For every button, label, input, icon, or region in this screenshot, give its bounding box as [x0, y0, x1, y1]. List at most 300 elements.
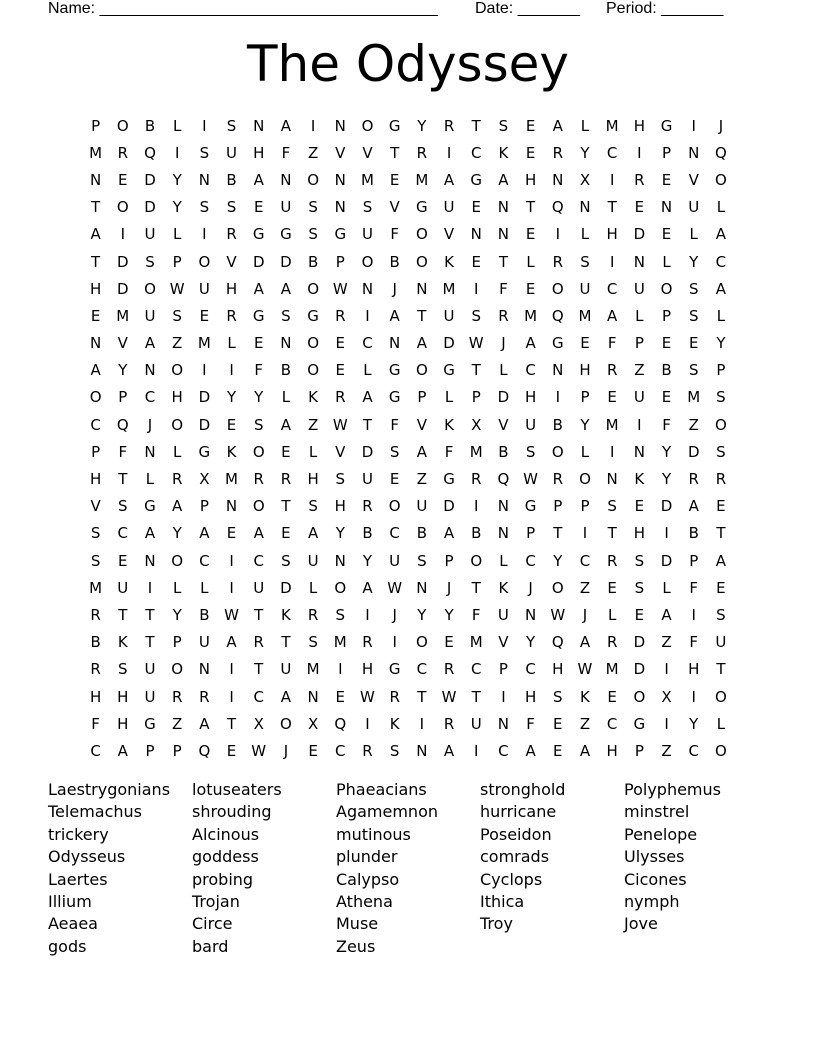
grid-letter[interactable]: F [254, 361, 264, 380]
grid-letter[interactable]: O [116, 198, 129, 217]
grid-letter[interactable]: T [145, 633, 155, 652]
grid-letter[interactable]: O [633, 687, 646, 706]
grid-letter[interactable]: T [498, 252, 508, 271]
grid-letter[interactable]: I [365, 306, 370, 325]
grid-letter[interactable]: U [144, 687, 156, 706]
grid-letter[interactable]: N [225, 497, 238, 516]
grid-letter[interactable]: A [498, 170, 509, 189]
grid-letter[interactable]: S [90, 524, 101, 543]
grid-letter[interactable]: D [633, 225, 646, 244]
grid-letter[interactable]: A [144, 334, 156, 353]
grid-letter[interactable]: C [470, 660, 482, 679]
grid-letter[interactable]: H [225, 279, 238, 298]
grid-letter[interactable]: E [607, 687, 617, 706]
grid-letter[interactable]: K [498, 143, 509, 162]
grid-letter[interactable]: T [281, 497, 291, 516]
grid-letter[interactable]: N [89, 334, 102, 353]
grid-letter[interactable]: O [715, 687, 727, 706]
grid-letter[interactable]: H [253, 143, 265, 162]
grid-letter[interactable]: E [716, 578, 726, 597]
grid-letter[interactable]: D [144, 170, 156, 189]
grid-letter[interactable]: B [389, 252, 400, 271]
grid-letter[interactable]: C [606, 714, 618, 733]
grid-letter[interactable]: H [171, 388, 183, 407]
grid-letter[interactable]: T [118, 605, 128, 624]
grid-letter[interactable]: M [89, 143, 103, 162]
grid-letter[interactable]: E [226, 524, 237, 543]
grid-letter[interactable]: B [552, 415, 563, 434]
grid-letter[interactable]: T [471, 687, 481, 706]
grid-letter[interactable]: P [199, 497, 209, 516]
grid-letter[interactable]: G [334, 225, 347, 244]
grid-letter[interactable]: P [716, 361, 726, 380]
grid-letter[interactable]: M [197, 334, 211, 353]
grid-letter[interactable]: X [579, 170, 591, 189]
grid-letter[interactable]: G [443, 361, 455, 380]
grid-letter[interactable]: C [199, 551, 210, 570]
grid-letter[interactable]: S [688, 306, 699, 325]
grid-letter[interactable]: P [634, 334, 644, 353]
grid-letter[interactable]: O [415, 633, 428, 652]
grid-letter[interactable]: S [471, 306, 481, 325]
grid-letter[interactable]: A [199, 524, 210, 543]
grid-letter[interactable]: G [443, 470, 455, 489]
grid-letter[interactable]: P [662, 306, 672, 325]
grid-letter[interactable]: N [389, 334, 401, 353]
period-field[interactable]: Period: _______ [606, 0, 724, 17]
grid-letter[interactable]: S [308, 198, 318, 217]
grid-letter[interactable]: Q [116, 415, 129, 434]
grid-letter[interactable]: D [660, 551, 673, 570]
grid-letter[interactable]: A [579, 633, 591, 652]
grid-letter[interactable]: Y [417, 116, 427, 135]
grid-letter[interactable]: B [498, 442, 509, 461]
grid-letter[interactable]: P [118, 388, 128, 407]
grid-letter[interactable]: R [362, 633, 373, 652]
grid-letter[interactable]: D [198, 388, 211, 407]
grid-letter[interactable]: G [280, 225, 292, 244]
grid-letter[interactable]: T [526, 198, 536, 217]
grid-letter[interactable]: R [280, 470, 292, 489]
grid-letter[interactable]: E [444, 633, 454, 652]
grid-letter[interactable]: R [117, 143, 128, 162]
grid-letter[interactable]: G [144, 714, 156, 733]
grid-letter[interactable]: E [525, 279, 536, 298]
grid-letter[interactable]: O [579, 470, 591, 489]
grid-letter[interactable]: M [415, 170, 429, 189]
grid-letter[interactable]: Q [715, 143, 727, 162]
grid-letter[interactable]: D [117, 279, 129, 298]
grid-letter[interactable]: Y [661, 442, 672, 461]
grid-letter[interactable]: G [144, 497, 156, 516]
grid-letter[interactable]: F [118, 442, 128, 461]
grid-letter[interactable]: Y [661, 470, 672, 489]
grid-letter[interactable]: P [417, 388, 427, 407]
grid-letter[interactable]: A [253, 170, 264, 189]
grid-letter[interactable]: M [225, 470, 238, 489]
grid-letter[interactable]: L [716, 714, 726, 733]
grid-letter[interactable]: S [226, 116, 237, 135]
grid-letter[interactable]: R [606, 551, 618, 570]
grid-letter[interactable]: I [637, 415, 642, 434]
grid-letter[interactable]: Z [579, 578, 591, 597]
grid-letter[interactable]: R [335, 306, 346, 325]
grid-letter[interactable]: V [335, 143, 346, 162]
grid-letter[interactable]: T [91, 252, 101, 271]
grid-letter[interactable]: A [90, 225, 101, 244]
grid-letter[interactable]: J [528, 578, 533, 597]
grid-letter[interactable]: O [171, 551, 184, 570]
grid-letter[interactable]: V [498, 633, 509, 652]
grid-letter[interactable]: E [607, 388, 617, 407]
grid-letter[interactable]: R [389, 687, 400, 706]
grid-letter[interactable]: N [633, 442, 645, 461]
grid-letter[interactable]: E [471, 198, 481, 217]
grid-letter[interactable]: G [307, 306, 319, 325]
grid-letter[interactable]: P [172, 633, 182, 652]
grid-letter[interactable]: Y [580, 143, 590, 162]
grid-letter[interactable]: I [609, 252, 615, 271]
grid-letter[interactable]: G [198, 442, 211, 461]
grid-letter[interactable]: K [444, 252, 454, 271]
grid-letter[interactable]: O [715, 415, 727, 434]
grid-letter[interactable]: N [524, 605, 537, 624]
grid-letter[interactable]: I [664, 660, 669, 679]
grid-letter[interactable]: O [715, 170, 727, 189]
grid-letter[interactable]: O [470, 551, 483, 570]
grid-letter[interactable]: M [605, 415, 619, 434]
grid-letter[interactable]: G [252, 306, 265, 325]
grid-letter[interactable]: R [552, 252, 563, 271]
grid-letter[interactable]: E [118, 170, 128, 189]
grid-letter[interactable]: S [90, 551, 101, 570]
grid-letter[interactable]: A [144, 524, 156, 543]
grid-letter[interactable]: P [91, 442, 101, 461]
grid-letter[interactable]: J [446, 578, 452, 597]
grid-letter[interactable]: S [118, 497, 128, 516]
grid-letter[interactable]: O [715, 741, 727, 760]
grid-letter[interactable]: O [171, 361, 184, 380]
grid-letter[interactable]: F [499, 279, 508, 298]
grid-letter[interactable]: H [633, 116, 645, 135]
grid-letter[interactable]: I [555, 225, 560, 244]
grid-letter[interactable]: A [172, 497, 183, 516]
grid-letter[interactable]: E [281, 442, 291, 461]
grid-letter[interactable]: G [388, 660, 401, 679]
grid-letter[interactable]: O [334, 578, 347, 597]
grid-letter[interactable]: M [442, 279, 456, 298]
grid-letter[interactable]: M [333, 633, 347, 652]
grid-letter[interactable]: E [90, 306, 101, 325]
grid-letter[interactable]: N [579, 198, 591, 217]
grid-letter[interactable]: W [332, 415, 348, 434]
grid-letter[interactable]: L [607, 605, 617, 624]
grid-letter[interactable]: U [633, 388, 645, 407]
grid-letter[interactable]: I [202, 361, 207, 380]
grid-letter[interactable]: C [362, 334, 373, 353]
grid-letter[interactable]: S [253, 415, 264, 434]
grid-letter[interactable]: V [226, 252, 237, 271]
grid-letter[interactable]: L [662, 252, 671, 271]
grid-letter[interactable]: W [360, 687, 375, 706]
grid-letter[interactable]: N [144, 551, 156, 570]
grid-letter[interactable]: B [416, 524, 427, 543]
grid-letter[interactable]: Z [172, 714, 183, 733]
grid-letter[interactable]: R [171, 470, 183, 489]
grid-letter[interactable]: C [144, 388, 156, 407]
grid-letter[interactable]: E [525, 143, 536, 162]
grid-letter[interactable]: T [254, 660, 264, 679]
grid-letter[interactable]: M [605, 116, 619, 135]
grid-letter[interactable]: Q [551, 198, 564, 217]
grid-letter[interactable]: Y [172, 198, 182, 217]
grid-letter[interactable]: L [689, 225, 698, 244]
grid-letter[interactable]: T [91, 198, 101, 217]
name-field[interactable]: Name: ______________________________________ [48, 0, 438, 17]
grid-letter[interactable]: S [634, 551, 645, 570]
grid-letter[interactable]: A [280, 279, 292, 298]
grid-letter[interactable]: D [280, 578, 292, 597]
grid-letter[interactable]: G [551, 334, 564, 353]
grid-letter[interactable]: T [716, 524, 726, 543]
grid-letter[interactable]: U [307, 551, 319, 570]
grid-letter[interactable]: I [474, 279, 479, 298]
grid-letter[interactable]: I [392, 633, 397, 652]
grid-letter[interactable]: E [634, 605, 645, 624]
grid-letter[interactable]: C [498, 741, 509, 760]
grid-letter[interactable]: B [471, 524, 482, 543]
grid-letter[interactable]: A [362, 578, 373, 597]
grid-letter[interactable]: H [688, 660, 700, 679]
grid-letter[interactable]: L [363, 361, 372, 380]
grid-letter[interactable]: G [388, 361, 401, 380]
grid-letter[interactable]: O [307, 279, 319, 298]
grid-letter[interactable]: I [691, 687, 696, 706]
grid-letter[interactable]: L [580, 442, 590, 461]
grid-letter[interactable]: P [580, 388, 590, 407]
grid-letter[interactable]: E [553, 741, 563, 760]
grid-letter[interactable]: N [470, 225, 482, 244]
grid-letter[interactable]: R [606, 633, 618, 652]
grid-letter[interactable]: L [200, 578, 209, 597]
grid-letter[interactable]: E [661, 225, 672, 244]
grid-letter[interactable]: L [716, 198, 726, 217]
grid-letter[interactable]: I [229, 551, 234, 570]
grid-letter[interactable]: I [120, 225, 125, 244]
grid-letter[interactable]: L [281, 388, 291, 407]
grid-letter[interactable]: L [308, 442, 318, 461]
grid-letter[interactable]: C [579, 551, 591, 570]
grid-letter[interactable]: X [471, 415, 482, 434]
grid-letter[interactable]: F [390, 225, 399, 244]
grid-letter[interactable]: R [362, 497, 373, 516]
grid-letter[interactable]: T [471, 361, 481, 380]
grid-letter[interactable]: P [444, 551, 454, 570]
grid-letter[interactable]: G [524, 497, 537, 516]
grid-letter[interactable]: S [716, 605, 726, 624]
grid-letter[interactable]: B [688, 524, 699, 543]
grid-letter[interactable]: I [229, 660, 234, 679]
grid-letter[interactable]: J [501, 334, 506, 353]
grid-letter[interactable]: T [716, 660, 726, 679]
grid-letter[interactable]: E [661, 170, 672, 189]
grid-letter[interactable]: P [662, 143, 672, 162]
grid-letter[interactable]: L [499, 361, 508, 380]
grid-letter[interactable]: I [365, 714, 370, 733]
grid-letter[interactable]: D [144, 198, 156, 217]
grid-letter[interactable]: A [715, 279, 727, 298]
grid-letter[interactable]: N [606, 470, 618, 489]
grid-letter[interactable]: A [226, 633, 237, 652]
grid-letter[interactable]: E [634, 198, 645, 217]
grid-letter[interactable]: Q [334, 714, 347, 733]
grid-letter[interactable]: U [416, 497, 428, 516]
grid-letter[interactable]: V [362, 143, 373, 162]
grid-letter[interactable]: C [117, 524, 129, 543]
grid-letter[interactable]: C [688, 741, 699, 760]
grid-letter[interactable]: O [171, 415, 184, 434]
grid-letter[interactable]: N [497, 497, 510, 516]
grid-letter[interactable]: U [253, 578, 265, 597]
grid-letter[interactable]: S [607, 497, 617, 516]
grid-letter[interactable]: F [526, 714, 535, 733]
grid-letter[interactable]: K [498, 578, 509, 597]
grid-letter[interactable]: I [365, 605, 370, 624]
grid-letter[interactable]: O [551, 442, 564, 461]
grid-letter[interactable]: W [169, 279, 185, 298]
grid-letter[interactable]: Y [689, 252, 699, 271]
grid-letter[interactable]: T [281, 633, 291, 652]
grid-letter[interactable]: A [552, 116, 563, 135]
grid-letter[interactable]: L [172, 578, 182, 597]
grid-letter[interactable]: O [388, 497, 401, 516]
grid-letter[interactable]: N [416, 741, 428, 760]
grid-letter[interactable]: R [552, 470, 563, 489]
grid-letter[interactable]: Q [551, 633, 564, 652]
grid-letter[interactable]: D [198, 415, 211, 434]
grid-letter[interactable]: C [525, 660, 536, 679]
grid-letter[interactable]: Z [579, 714, 591, 733]
grid-letter[interactable]: O [660, 279, 673, 298]
grid-letter[interactable]: F [390, 415, 399, 434]
grid-letter[interactable]: U [280, 660, 292, 679]
grid-letter[interactable]: F [689, 633, 699, 652]
grid-letter[interactable]: N [198, 660, 210, 679]
grid-letter[interactable]: A [280, 687, 292, 706]
grid-letter[interactable]: E [335, 361, 346, 380]
grid-letter[interactable]: D [633, 633, 646, 652]
grid-letter[interactable]: J [283, 741, 289, 760]
grid-letter[interactable]: O [307, 170, 319, 189]
grid-letter[interactable]: E [580, 334, 590, 353]
grid-letter[interactable]: R [253, 470, 264, 489]
grid-letter[interactable]: J [392, 279, 397, 298]
grid-letter[interactable]: S [634, 578, 645, 597]
grid-letter[interactable]: C [389, 524, 400, 543]
grid-letter[interactable]: I [609, 170, 615, 189]
grid-letter[interactable]: R [253, 633, 264, 652]
grid-letter[interactable]: R [471, 470, 482, 489]
grid-letter[interactable]: O [551, 279, 564, 298]
grid-letter[interactable]: W [332, 279, 348, 298]
grid-letter[interactable]: S [688, 361, 699, 380]
grid-letter[interactable]: D [660, 497, 673, 516]
grid-letter[interactable]: E [661, 334, 672, 353]
grid-letter[interactable]: O [116, 116, 129, 135]
grid-letter[interactable]: T [607, 198, 617, 217]
grid-letter[interactable]: C [715, 252, 727, 271]
grid-letter[interactable]: M [116, 306, 130, 325]
grid-letter[interactable]: O [198, 252, 211, 271]
grid-letter[interactable]: N [198, 170, 210, 189]
grid-letter[interactable]: I [474, 741, 479, 760]
grid-letter[interactable]: L [308, 578, 318, 597]
grid-letter[interactable]: L [172, 442, 182, 461]
grid-letter[interactable]: N [280, 170, 292, 189]
grid-letter[interactable]: O [415, 225, 428, 244]
grid-letter[interactable]: S [281, 551, 291, 570]
grid-letter[interactable]: N [334, 170, 346, 189]
grid-letter[interactable]: E [335, 687, 346, 706]
grid-letter[interactable]: T [226, 714, 237, 733]
grid-letter[interactable]: U [198, 279, 210, 298]
date-field[interactable]: Date: _______ [475, 0, 580, 17]
grid-letter[interactable]: U [117, 578, 129, 597]
grid-letter[interactable]: S [118, 660, 128, 679]
grid-letter[interactable]: W [387, 578, 403, 597]
grid-letter[interactable]: E [308, 741, 318, 760]
grid-letter[interactable]: H [89, 687, 102, 706]
grid-letter[interactable]: S [553, 687, 563, 706]
grid-letter[interactable]: S [688, 279, 699, 298]
grid-letter[interactable]: X [661, 687, 672, 706]
grid-letter[interactable]: C [416, 660, 428, 679]
grid-letter[interactable]: S [417, 551, 427, 570]
grid-letter[interactable]: I [664, 524, 669, 543]
grid-letter[interactable]: M [524, 306, 538, 325]
grid-letter[interactable]: V [335, 442, 346, 461]
grid-letter[interactable]: L [716, 306, 726, 325]
grid-letter[interactable]: T [390, 143, 400, 162]
grid-letter[interactable]: Y [335, 524, 345, 543]
grid-letter[interactable]: G [388, 388, 401, 407]
grid-letter[interactable]: E [199, 306, 210, 325]
grid-letter[interactable]: N [144, 361, 156, 380]
grid-letter[interactable]: N [334, 116, 346, 135]
grid-letter[interactable]: H [524, 687, 537, 706]
grid-letter[interactable]: N [89, 170, 102, 189]
grid-letter[interactable]: A [253, 279, 264, 298]
grid-letter[interactable]: R [443, 116, 455, 135]
grid-letter[interactable]: I [147, 578, 153, 597]
grid-letter[interactable]: U [525, 415, 537, 434]
grid-letter[interactable]: E [471, 252, 481, 271]
grid-letter[interactable]: O [361, 252, 374, 271]
grid-letter[interactable]: O [307, 334, 319, 353]
grid-letter[interactable]: Z [661, 741, 672, 760]
grid-letter[interactable]: R [199, 687, 210, 706]
grid-letter[interactable]: Y [444, 605, 454, 624]
grid-letter[interactable]: T [417, 306, 427, 325]
grid-letter[interactable]: L [635, 306, 644, 325]
grid-letter[interactable]: U [361, 225, 373, 244]
grid-letter[interactable]: A [362, 388, 373, 407]
grid-letter[interactable]: Y [172, 524, 182, 543]
grid-letter[interactable]: I [691, 605, 696, 624]
grid-letter[interactable]: P [498, 660, 508, 679]
grid-letter[interactable]: C [606, 279, 618, 298]
grid-letter[interactable]: N [361, 279, 374, 298]
